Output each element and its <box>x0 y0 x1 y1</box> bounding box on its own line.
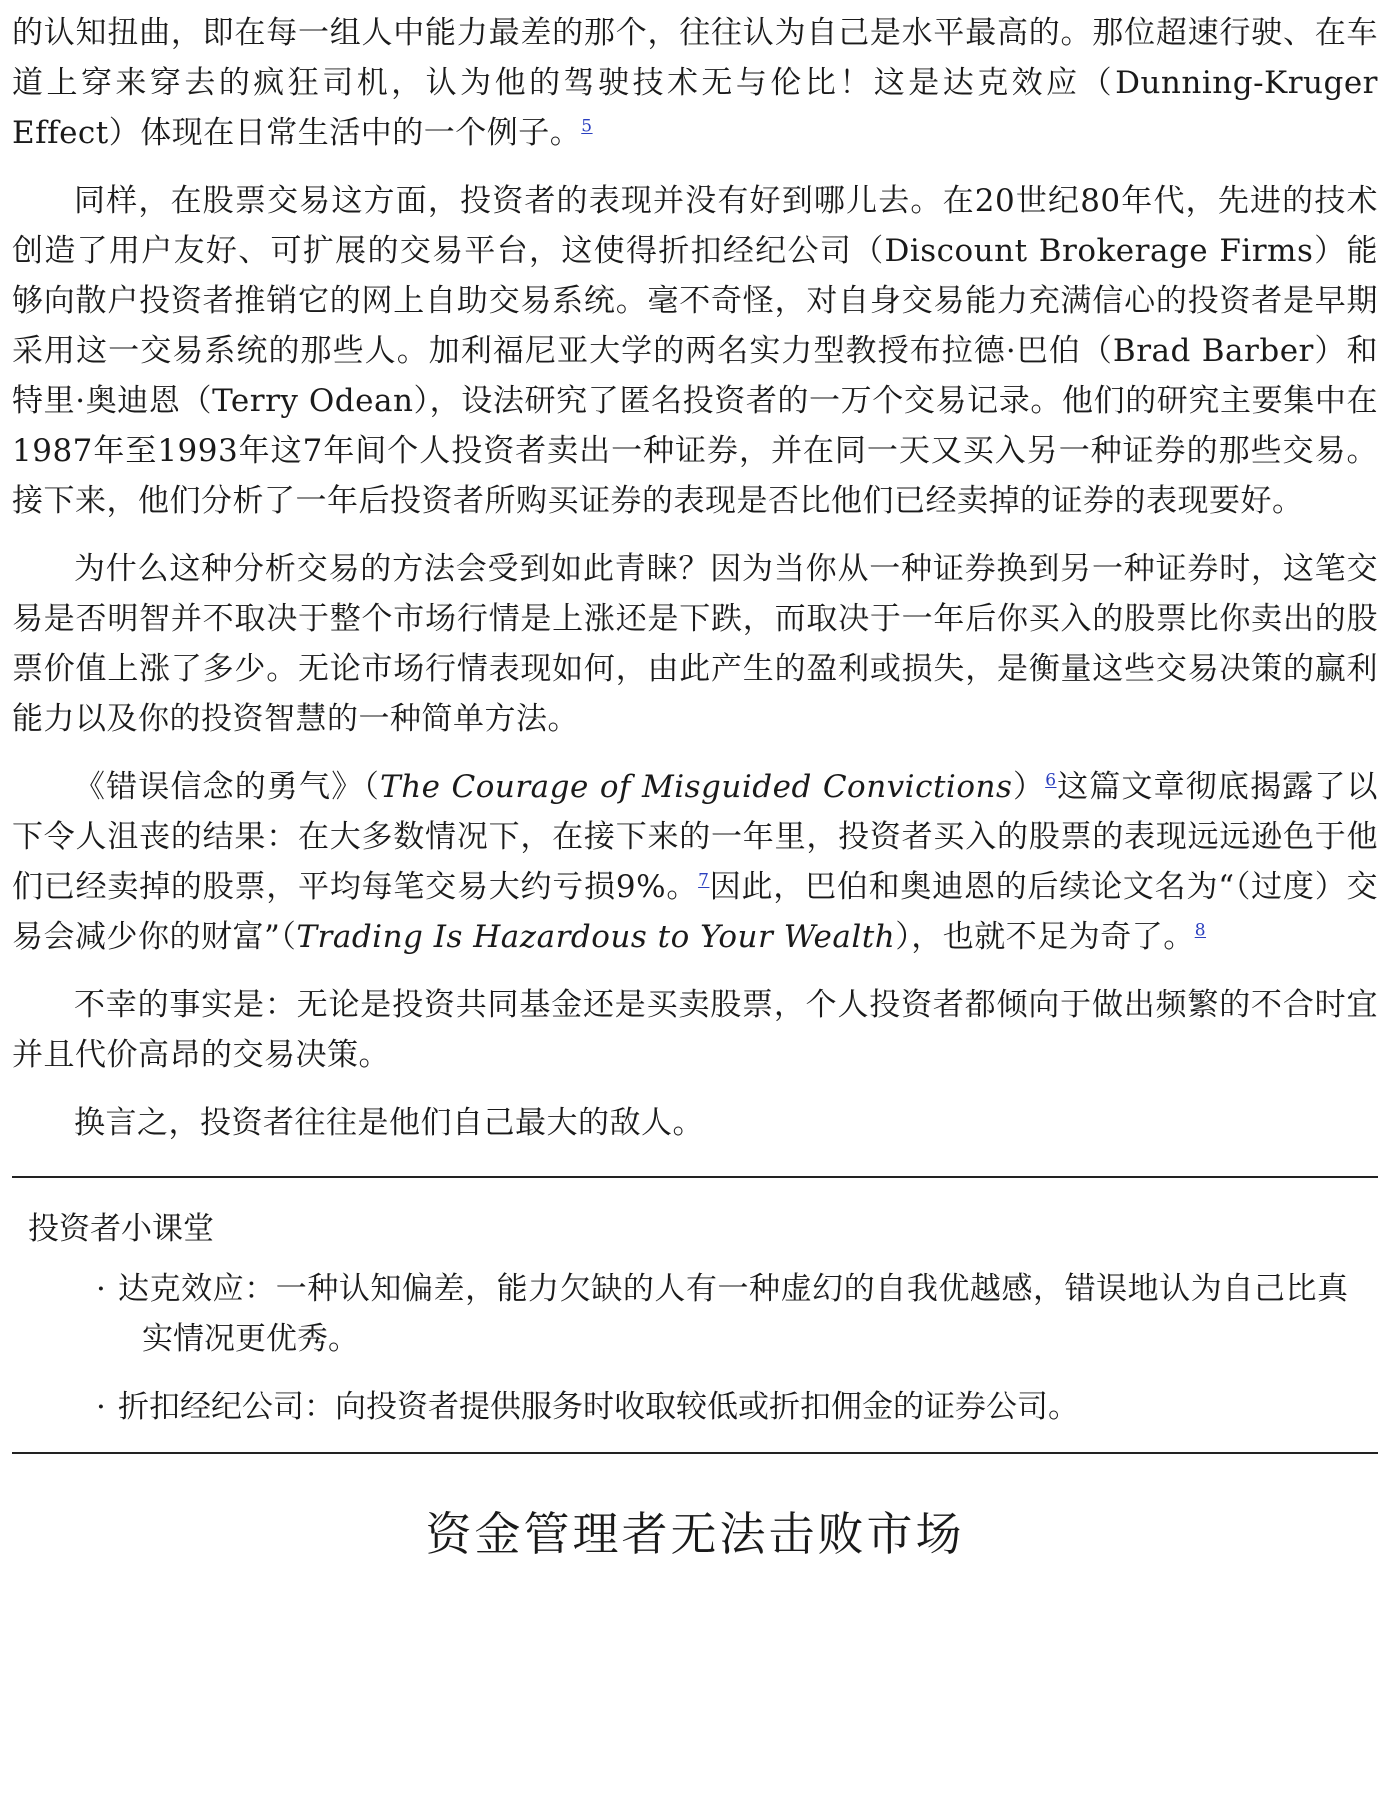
paragraph-text: 不幸的事实是：无论是投资共同基金还是买卖股票，个人投资者都倾向于做出频繁的不合时宜并且代价高昂的交易决策。 <box>12 987 1378 1073</box>
box-bottom-divider <box>12 1452 1378 1454</box>
paragraph-stock-trading <box>12 176 1378 526</box>
footnote-link-5[interactable]: 5 <box>581 116 593 137</box>
paragraph-unfortunate-fact <box>12 980 1378 1080</box>
paragraph-text-part: 因此，巴伯和奥迪恩的后续论文名为“（过度）交易会减少你的财富”（ <box>12 869 1378 955</box>
paragraph-misguided-convictions <box>12 762 1378 962</box>
document-page <box>12 8 1378 1564</box>
paragraph-text: 同样，在股票交易这方面，投资者的表现并没有好到哪儿去。在20世纪80年代，先进的技术创造了用户友好、可扩展的交易平台，这使得折扣经纪公司（Discount Brokerage Firms）能够向散户投资者推销它的网上自助交易系统。毫不奇怪，对自身交易能力充满信心的投资者是早期采用这一交易系统的那些人。加利福尼亚大学的两名实力型教授布拉德·巴伯（Brad Barber）和特里·奥迪恩（Terry Odean），设法研究了匿名投资者的一万个交易记录。他们的研究主要集中在1987年至1993年这7年间个人投资者卖出一种证券，并在同一天又买入另一种证券的那些交易。接下来，他们分析了一年后投资者所购买证券的表现是否比他们已经卖掉的证券的表现要好。 <box>12 183 1378 519</box>
footnote-link-7[interactable]: 7 <box>698 870 710 891</box>
paragraph-worst-enemy <box>12 1098 1378 1148</box>
footnote-link-6[interactable]: 6 <box>1045 770 1057 791</box>
classroom-box-title: 投资者小课堂 <box>28 1211 214 1247</box>
paragraph-analysis-method <box>12 544 1378 744</box>
paragraph-dunning-kruger <box>12 8 1378 158</box>
box-top-divider <box>12 1176 1378 1178</box>
paragraph-text: 的认知扭曲，即在每一组人中能力最差的那个，往往认为自己是水平最高的。那位超速行驶、在车道上穿来穿去的疯狂司机，认为他的驾驶技术无与伦比！这是达克效应（Dunning-Kruger Effect）体现在日常生活中的一个例子。 <box>12 15 1378 151</box>
paragraph-text-part: 这篇文章彻底揭露了以下令人沮丧的结果：在大多数情况下，在接下来的一年里，投资者买入的股票的表现远远逊色于他们已经卖掉的股票，平均每笔交易大约亏损9%。 <box>12 769 1379 905</box>
footnote-link-8[interactable]: 8 <box>1194 920 1207 941</box>
paper-title-italic: Trading Is Hazardous to Your Wealth <box>296 919 896 955</box>
classroom-item-text: 达克效应：一种认知偏差，能力欠缺的人有一种虚幻的自我优越感，错误地认为自己比真实情况更优秀。 <box>118 1271 1348 1357</box>
section-heading: 资金管理者无法击败市场 <box>425 1507 965 1561</box>
bullet-dot-icon: · <box>96 1389 106 1425</box>
classroom-list-item <box>12 1382 1378 1432</box>
article-title-italic: The Courage of Misguided Convictions <box>380 769 1013 805</box>
paragraph-text-part: 《错误信念的勇气》（ <box>74 769 381 805</box>
paragraph-text-part: ），也就不足为奇了。 <box>895 919 1195 955</box>
classroom-item-text: 折扣经纪公司：向投资者提供服务时收取较低或折扣佣金的证券公司。 <box>118 1389 1079 1425</box>
paragraph-text-part: ） <box>1012 769 1046 805</box>
paragraph-text: 为什么这种分析交易的方法会受到如此青睐？因为当你从一种证券换到另一种证券时，这笔交易是否明智并不取决于整个市场行情是上涨还是下跌，而取决于一年后你买入的股票比你卖出的股票价值上涨了多少。无论市场行情表现如何，由此产生的盈利或损失，是衡量这些交易决策的赢利能力以及你的投资智慧的一种简单方法。 <box>12 551 1378 737</box>
paragraph-text: 换言之，投资者往往是他们自己最大的敌人。 <box>74 1105 704 1141</box>
classroom-list-item <box>12 1264 1378 1364</box>
bullet-dot-icon: · <box>96 1271 106 1307</box>
